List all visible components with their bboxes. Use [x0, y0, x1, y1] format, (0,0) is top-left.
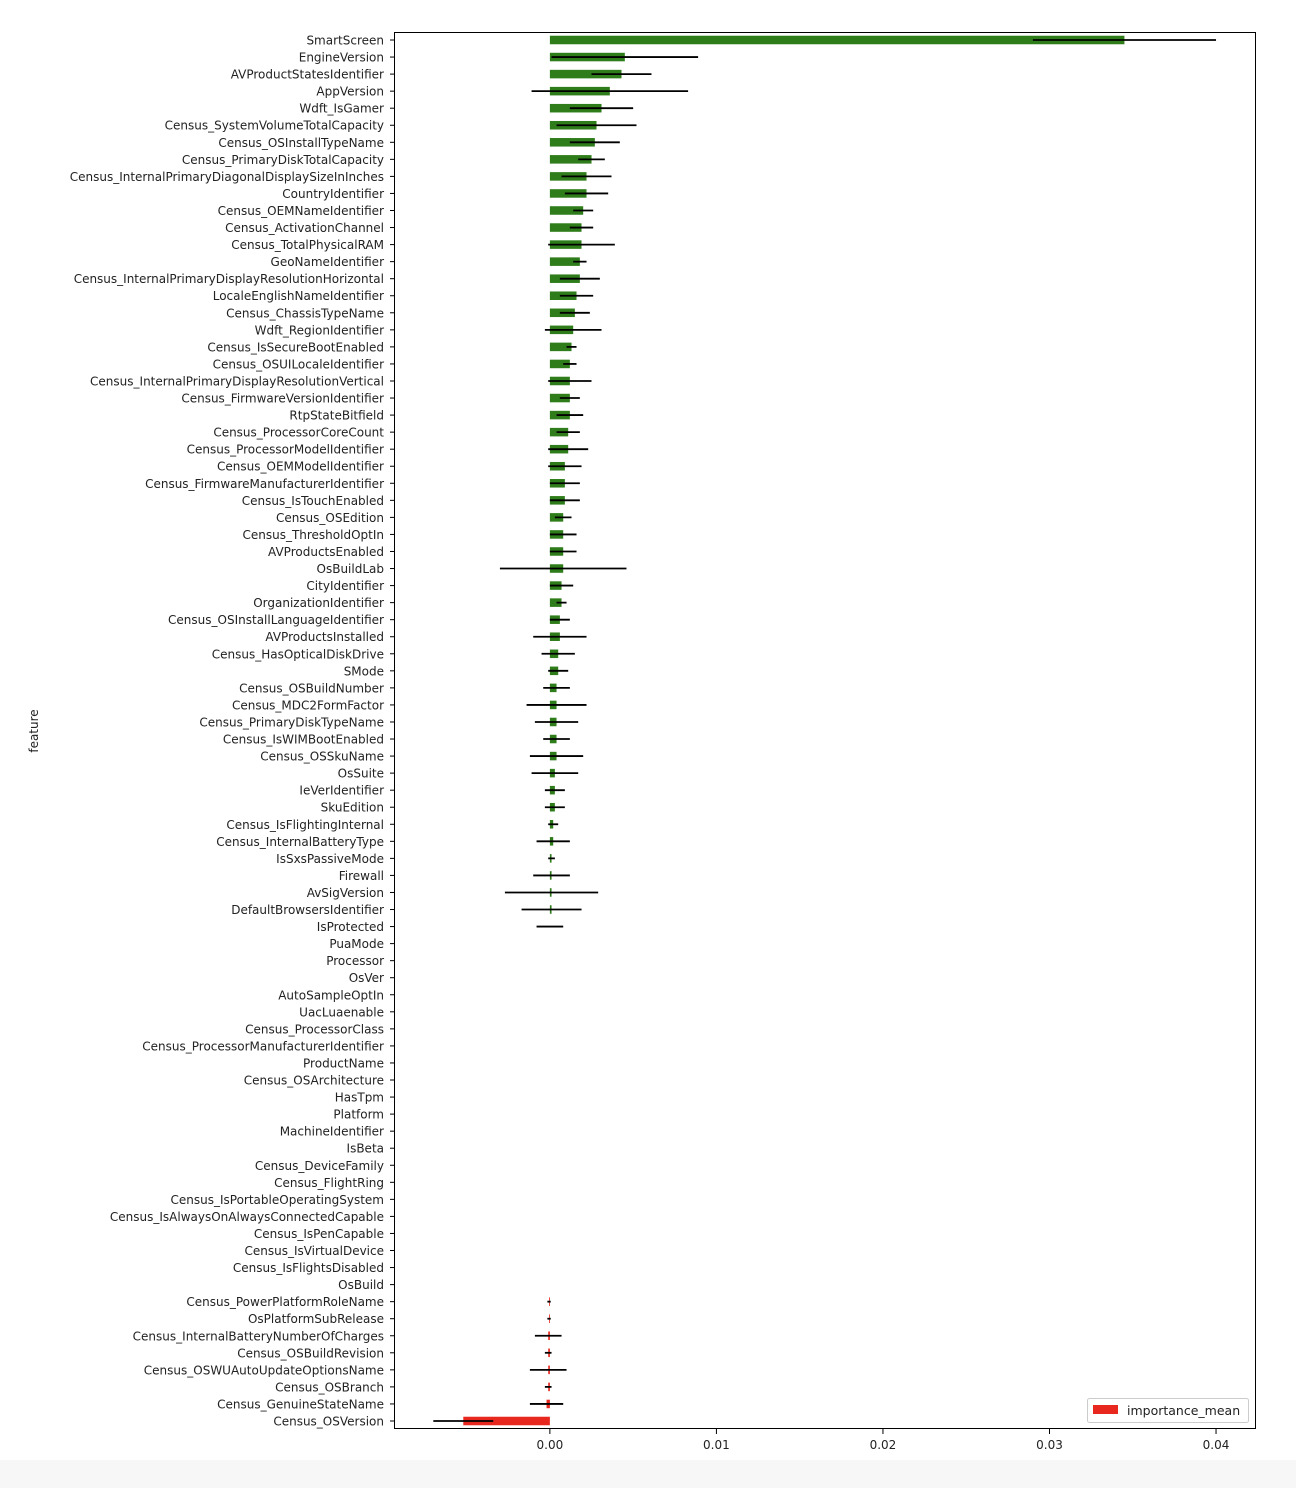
y-tick-label-7: Census_PrimaryDiskTotalCapacity — [181, 152, 384, 167]
y-tick-label-36: Census_HasOpticalDiskDrive — [211, 647, 384, 662]
y-tick-label-61: Census_OSArchitecture — [243, 1073, 384, 1088]
y-tick-label-67: Census_FlightRing — [274, 1175, 384, 1190]
y-tick-label-80: Census_GenuineStateName — [217, 1397, 384, 1412]
x-tick-label-2: 0.02 — [869, 1438, 897, 1452]
y-tick-label-40: Census_PrimaryDiskTypeName — [199, 715, 384, 730]
y-tick-label-2: AVProductStatesIdentifier — [230, 67, 384, 82]
y-tick-label-45: SkuEdition — [320, 800, 384, 815]
y-axis-label: feature — [27, 709, 41, 753]
y-tick-label-44: IeVerIdentifier — [299, 783, 384, 798]
y-tick-label-25: Census_OEMModelIdentifier — [217, 459, 384, 474]
y-tick-label-71: Census_IsVirtualDevice — [244, 1244, 384, 1259]
y-tick-label-15: LocaleEnglishNameIdentifier — [212, 289, 384, 304]
y-tick-label-54: Processor — [326, 954, 384, 969]
legend-swatch — [1093, 1405, 1118, 1414]
y-tick-label-0: SmartScreen — [306, 33, 384, 48]
y-axis-ticks — [70, 34, 395, 1429]
y-tick-label-30: AVProductsEnabled — [268, 544, 384, 559]
y-tick-label-20: Census_InternalPrimaryDisplayResolutionVertical — [90, 374, 384, 389]
x-axis-ticks — [537, 1429, 1230, 1452]
y-tick-label-8: Census_InternalPrimaryDiagonalDisplaySizeInInches — [69, 169, 384, 184]
y-tick-label-17: Wdft_RegionIdentifier — [254, 323, 384, 338]
legend-label: importance_mean — [1127, 1403, 1241, 1418]
y-tick-label-72: Census_IsFlightsDisabled — [232, 1261, 384, 1276]
y-tick-label-22: RtpStateBitfield — [289, 408, 384, 423]
y-tick-label-19: Census_OSUILocaleIdentifier — [212, 357, 384, 372]
y-tick-label-55: OsVer — [348, 971, 384, 986]
y-tick-label-64: MachineIdentifier — [279, 1124, 384, 1139]
x-tick-label-3: 0.03 — [1036, 1438, 1063, 1452]
y-tick-label-16: Census_ChassisTypeName — [226, 306, 384, 321]
y-tick-label-74: Census_PowerPlatformRoleName — [186, 1295, 384, 1310]
y-tick-label-32: CityIdentifier — [306, 579, 384, 594]
y-tick-label-51: DefaultBrowsersIdentifier — [231, 903, 384, 918]
y-tick-label-1: EngineVersion — [298, 50, 384, 65]
y-tick-label-35: AVProductsInstalled — [265, 630, 384, 645]
y-tick-label-49: Firewall — [338, 868, 384, 883]
y-tick-label-70: Census_IsPenCapable — [253, 1226, 384, 1241]
y-tick-label-33: OrganizationIdentifier — [253, 596, 384, 611]
y-tick-label-10: Census_OEMNameIdentifier — [217, 203, 384, 218]
y-tick-label-38: Census_OSBuildNumber — [239, 681, 384, 696]
y-tick-label-50: AvSigVersion — [306, 885, 384, 900]
y-tick-label-48: IsSxsPassiveMode — [276, 851, 384, 866]
y-tick-label-75: OsPlatformSubRelease — [247, 1312, 384, 1327]
y-tick-label-73: OsBuild — [338, 1278, 384, 1293]
y-tick-label-62: HasTpm — [334, 1090, 384, 1105]
y-tick-label-14: Census_InternalPrimaryDisplayResolutionHorizontal — [73, 272, 384, 287]
y-tick-label-41: Census_IsWIMBootEnabled — [222, 732, 384, 747]
y-tick-label-77: Census_OSBuildRevision — [237, 1346, 384, 1361]
y-tick-label-58: Census_ProcessorClass — [245, 1022, 384, 1037]
y-tick-label-57: UacLuaenable — [299, 1005, 384, 1020]
y-tick-label-76: Census_InternalBatteryNumberOfCharges — [132, 1329, 384, 1344]
y-tick-label-5: Census_SystemVolumeTotalCapacity — [164, 118, 384, 133]
plot-frame — [395, 33, 1256, 1429]
x-tick-label-1: 0.01 — [703, 1438, 730, 1452]
y-tick-label-18: Census_IsSecureBootEnabled — [207, 340, 384, 355]
y-tick-label-23: Census_ProcessorCoreCount — [213, 425, 384, 440]
y-tick-label-42: Census_OSSkuName — [260, 749, 384, 764]
y-tick-label-12: Census_TotalPhysicalRAM — [231, 238, 384, 253]
y-tick-label-39: Census_MDC2FormFactor — [231, 698, 384, 713]
y-tick-label-63: Platform — [333, 1107, 384, 1122]
y-tick-label-37: SMode — [343, 664, 384, 679]
y-tick-label-9: CountryIdentifier — [282, 186, 384, 201]
y-tick-label-24: Census_ProcessorModelIdentifier — [186, 442, 384, 457]
y-tick-label-59: Census_ProcessorManufacturerIdentifier — [142, 1039, 384, 1054]
y-tick-label-21: Census_FirmwareVersionIdentifier — [181, 391, 384, 406]
y-tick-label-26: Census_FirmwareManufacturerIdentifier — [145, 476, 384, 491]
y-tick-label-29: Census_ThresholdOptIn — [242, 527, 384, 542]
y-tick-label-27: Census_IsTouchEnabled — [241, 493, 384, 508]
y-tick-label-43: OsSuite — [337, 766, 384, 781]
y-tick-label-11: Census_ActivationChannel — [225, 221, 384, 236]
y-tick-label-79: Census_OSBranch — [275, 1380, 384, 1395]
y-tick-label-69: Census_IsAlwaysOnAlwaysConnectedCapable — [109, 1209, 384, 1224]
y-tick-label-46: Census_IsFlightingInternal — [226, 817, 384, 832]
y-tick-label-13: GeoNameIdentifier — [270, 255, 384, 270]
y-tick-label-31: OsBuildLab — [316, 562, 384, 577]
legend — [1088, 1399, 1249, 1423]
y-tick-label-66: Census_DeviceFamily — [254, 1158, 384, 1173]
y-tick-label-4: Wdft_IsGamer — [299, 101, 384, 116]
y-tick-label-60: ProductName — [303, 1056, 384, 1071]
x-tick-label-0: 0.00 — [536, 1438, 564, 1452]
y-tick-label-78: Census_OSWUAutoUpdateOptionsName — [143, 1363, 384, 1378]
y-tick-label-34: Census_OSInstallLanguageIdentifier — [168, 613, 384, 628]
y-tick-label-6: Census_OSInstallTypeName — [218, 135, 384, 150]
x-tick-label-4: 0.04 — [1202, 1438, 1230, 1452]
y-tick-label-52: IsProtected — [316, 920, 384, 935]
y-tick-label-68: Census_IsPortableOperatingSystem — [170, 1192, 384, 1207]
y-tick-label-53: PuaMode — [329, 937, 384, 952]
y-tick-label-3: AppVersion — [316, 84, 384, 99]
y-tick-label-65: IsBeta — [346, 1141, 384, 1156]
y-tick-label-56: AutoSampleOptIn — [278, 988, 384, 1003]
y-tick-label-47: Census_InternalBatteryType — [216, 834, 384, 849]
y-tick-label-81: Census_OSVersion — [273, 1414, 384, 1429]
y-tick-label-28: Census_OSEdition — [275, 510, 384, 525]
